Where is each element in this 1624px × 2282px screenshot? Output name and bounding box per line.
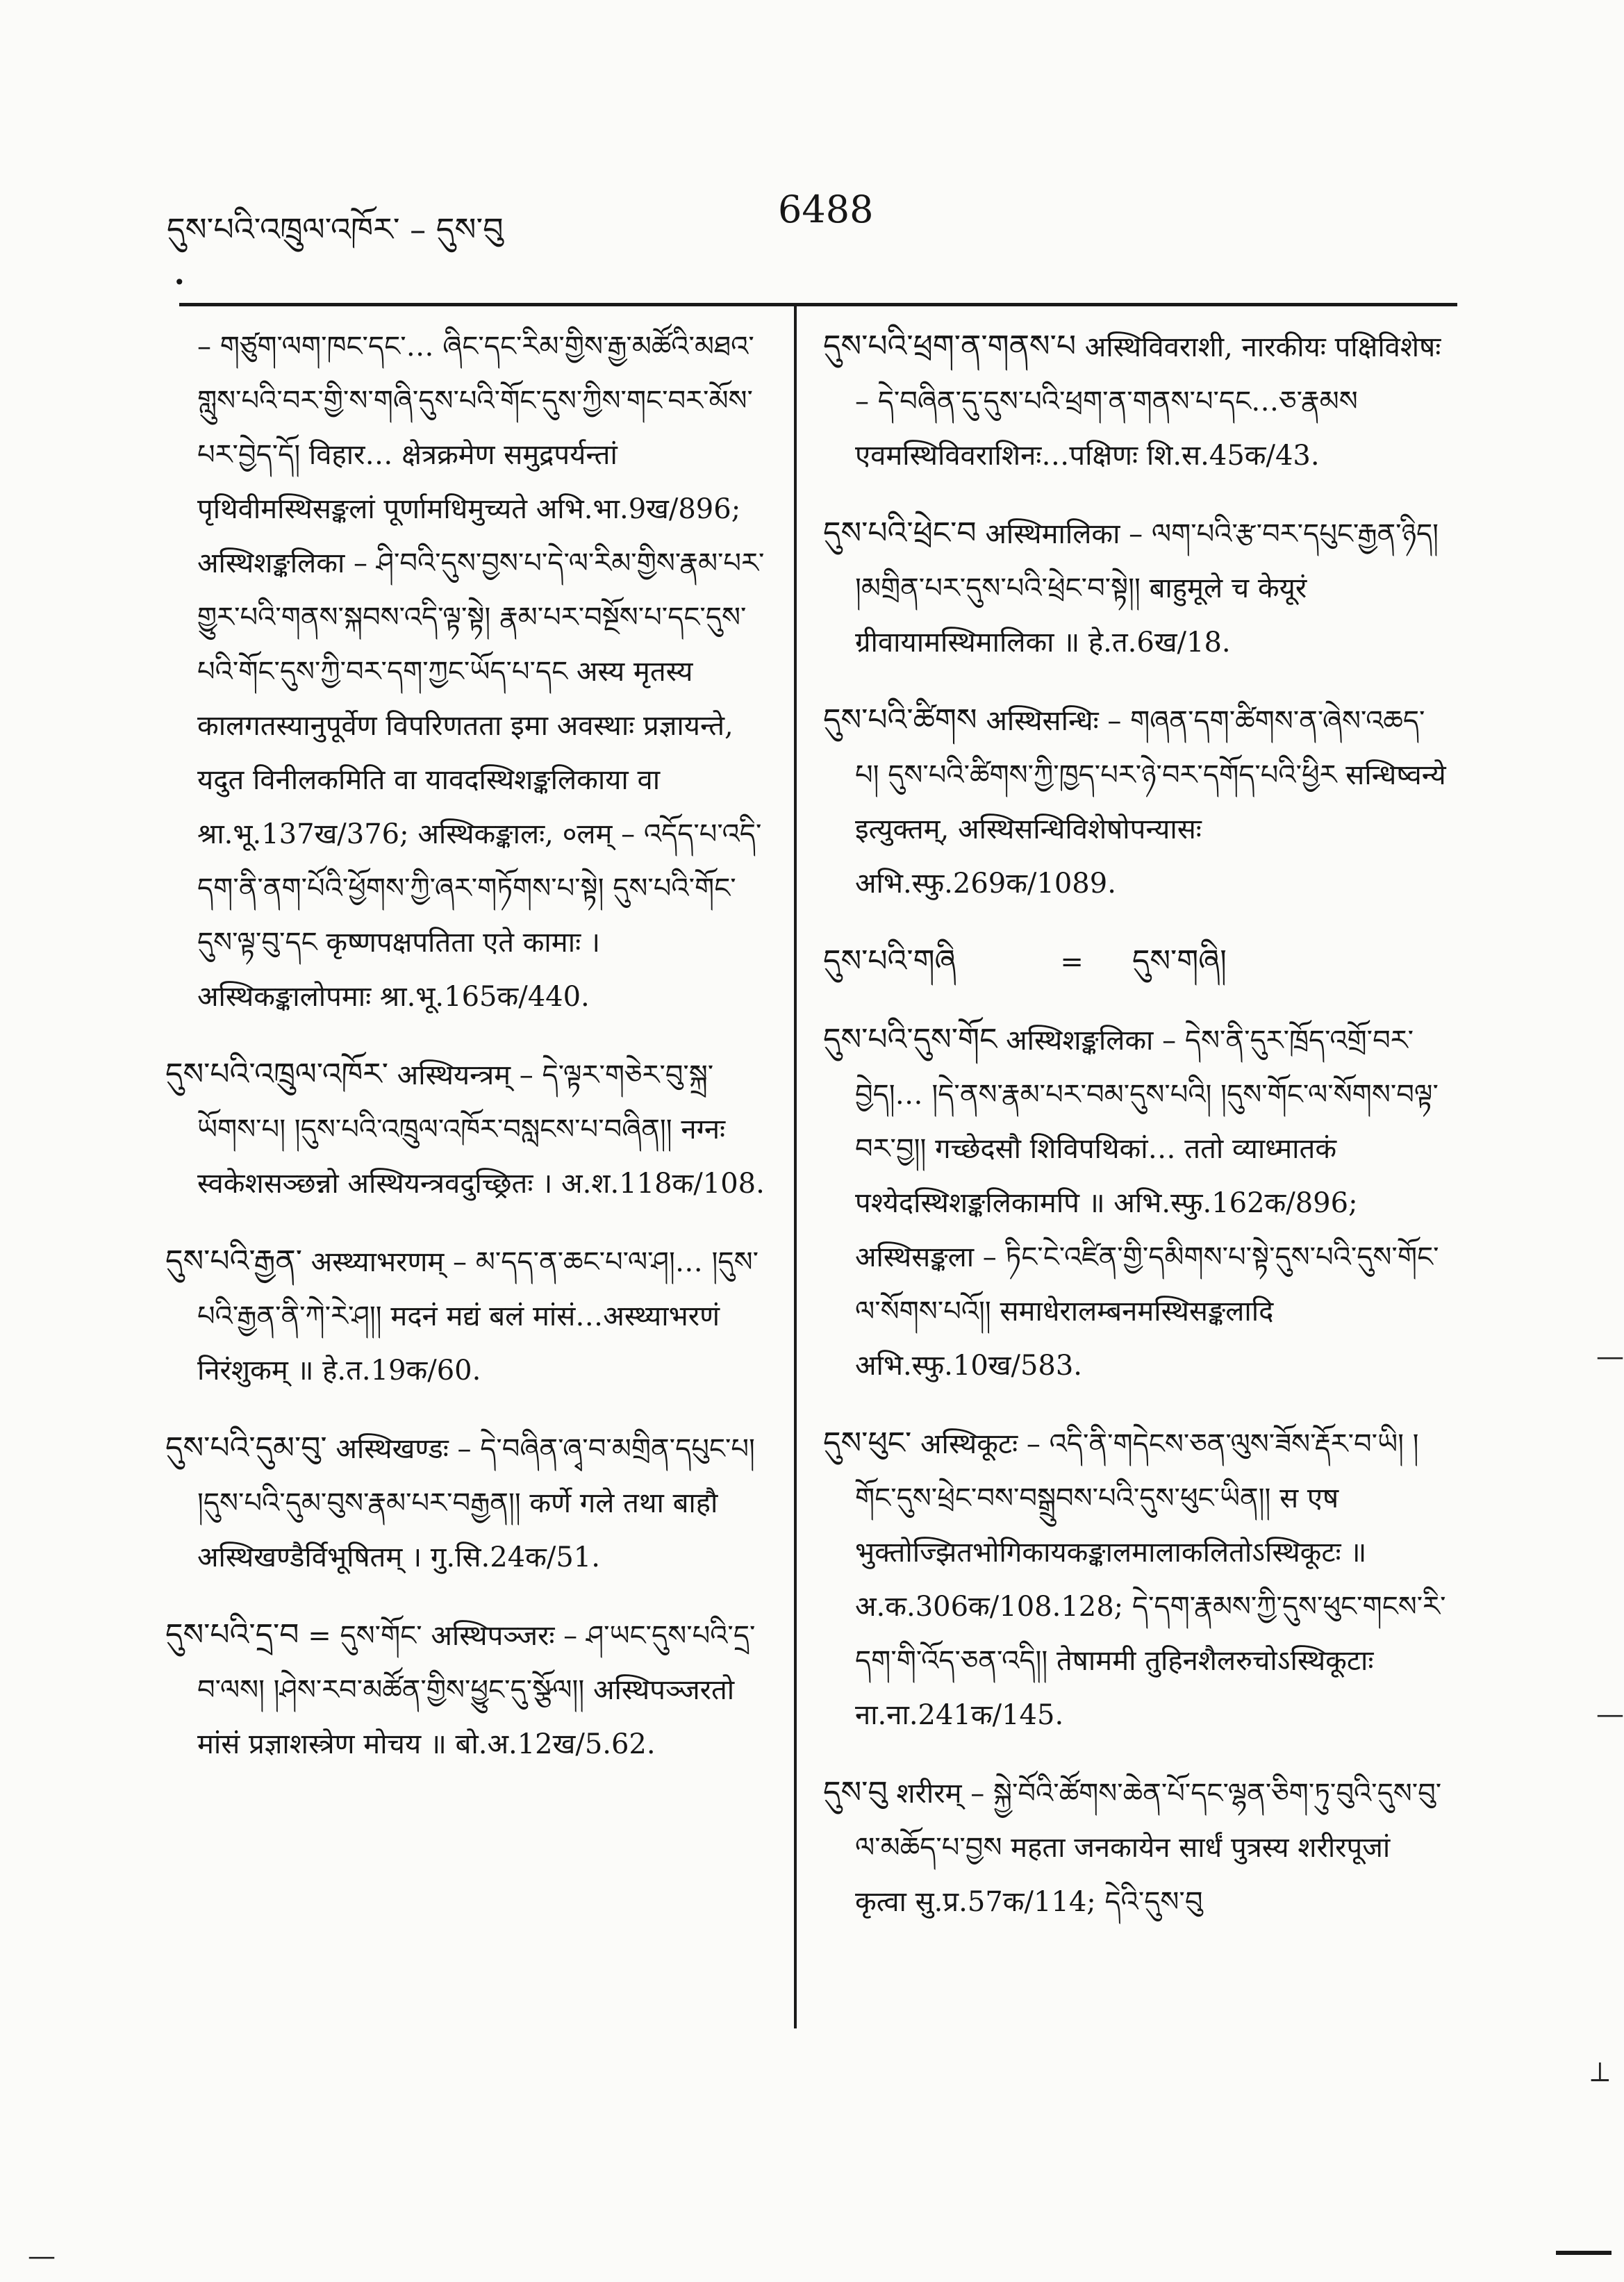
dictionary-entry bbox=[823, 1766, 1448, 1929]
dictionary-entry bbox=[823, 1013, 1448, 1393]
entry-headword: དུས་པའི་དུམ་བུ་ bbox=[165, 1430, 327, 1466]
column-divider bbox=[794, 306, 797, 2028]
dictionary-entry bbox=[165, 1234, 770, 1398]
entry-text: अस्थिखण्डः – དེ་བཞིན་ཞྭ་བ་མགྲིན་དཔུང་པ། །དུས་པའི་དུམ་བུས་རྣམ་པར་བརྒྱན།། कर्णे गले तथा बाहौ अस्थिखण्डैर्विभूषितम् । गु.सि.24क/51. bbox=[197, 1433, 755, 1573]
entry-headword: དུས་པའི་དྲ་བ bbox=[165, 1617, 299, 1653]
entry-text: = དུས་གོང་ अस्थिपञ्जरः – ཤ་ཡང་དུས་པའི་དྲ་བ་ལས། །ཤེས་རབ་མཚོན་གྱིས་ཕྱུང་དུ་སྩོལ།། अस्थिपञ्जरतो मांसं प्रज्ञाशस्त्रेण मोचय ॥ बो.अ.12ख/5.62. bbox=[197, 1620, 756, 1760]
dictionary-entry bbox=[823, 506, 1448, 670]
entry-headword: དུས་པའི་ཕྲེང་བ bbox=[823, 515, 977, 551]
header-dot: • bbox=[174, 271, 185, 294]
entry-text: अस्थिकूटः – འདི་ནི་གདེངས་ཅན་ལུས་ཟོས་རྡོར་བ་ཡི། །གོང་དུས་ཕྲེང་བས་བསྒྲུབས་པའི་དུས་ཕུང་ཡིན།། स एष भुक्तोज्झितभोगिकायकङ्कालमालाकलितोऽस्थिकूटः ॥ अ.क.306क/108.128; དེ་དག་རྣམས་ཀྱི་དུས་ཕུང་གངས་རི་དག་གི་འོད་ཅན་འདི།། तेषाममी तुहिनशैलरुचोऽस्थिकूटाः ना.ना.241क/145. bbox=[855, 1428, 1446, 1731]
entry-text: अस्थिशङ्कलिका – དེས་ནི་དུར་ཁྲོད་འགྲོ་བར་བྱེད།… །དེ་ནས་རྣམ་པར་བམ་དུས་པའི། །དུས་གོང་ལ་སོགས་བལྟ་བར་བྱ།། गच्छेदसौ शिविपथिकां… ततो व्याध्मातकं पश्येदस्थिशङ्कलिकामपि ॥ अभि.स्फु.162क/896; अस्थिसङ्कला – ཏིང་ངེ་འཛིན་གྱི་དམིགས་པ་སྟེ་དུས་པའི་དུས་གོང་ལ་སོགས་པའོ།། समाधेरालम्बनमस्थिसङ्कलादि अभि.स्फु.10ख/583. bbox=[855, 1025, 1439, 1382]
left-column bbox=[165, 320, 770, 1795]
equals-sign: = bbox=[1060, 946, 1084, 978]
cross-reference-target: དུས་གཞི། bbox=[1132, 943, 1227, 979]
scan-artifact bbox=[1556, 2251, 1611, 2255]
entry-text: अस्थ्याभरणम् – མ་དད་ན་ཆང་པ་ལ་ཤ།… །དུས་པའི་རྒྱན་ནི་ཀེ་རེ་ཤ།། मदनं मद्यं बलं मांसं…अस्थ्याभरणं निरंशुकम् ॥ हे.त.19क/60. bbox=[197, 1246, 759, 1387]
margin-mark: — bbox=[1596, 1698, 1624, 1730]
dictionary-entry bbox=[165, 1048, 770, 1211]
entry-text: अस्थियन्त्रम् – དེ་ལྟར་གཅེར་བུ་སྐྲ་ཡོགས་པ། །དུས་པའི་འཁྲུལ་འཁོར་བསླངས་པ་བཞིན།། नग्नः स्वकेशसञ्छन्नो अस्थियन्त्रवदुच्छ्रितः । अ.श.118क/108. bbox=[197, 1059, 765, 1200]
entry-text: – གཙུག་ལག་ཁང་དང་… ཞིང་དང་རིམ་གྱིས་རྒྱ་མཚོའི་མཐའ་གླུས་པའི་བར་གྱི་ས་གཞི་དུས་པའི་གོང་དུས་ཀྱིས་གང་བར་མོས་པར་བྱེད་དོ། विहार… क्षेत्रक्रमेण समुद्रपर्यन्तां पृथिवीमस्थिसङ्कलां पूर्णामधिमुच्यते अभि.भा.9ख/896; अस्थिशङ्कलिका – ཤི་བའི་དུས་བྱས་པ་དེ་ལ་རིམ་གྱིས་རྣམ་པར་གྱུར་པའི་གནས་སྐབས་འདི་ལྟ་སྟེ། རྣམ་པར་བསྔོས་པ་དང་དུས་པའི་གོང་དུས་ཀྱི་བར་དག་ཀྱང་ཡོད་པ་དང अस्य मृतस्य कालगतस्यानुपूर्वेण विपरिणतता इमा अवस्थाः प्रज्ञायन्ते, यदुत विनीलकमिति वा यावदस्थिशङ्कलिकाया वा श्रा.भू.137ख/376; अस्थिकङ्कालः, ०लम् – འདོད་པ་འདི་དག་ནི་ནག་པོའི་ཕྱོགས་ཀྱི་ཞར་གཏོགས་པ་སྟེ། དུས་པའི་གོང་དུས་ལྟ་བུ་དང कृष्णपक्षपतिता एते कामाः । अस्थिकङ्कालोपमाः श्रा.भू.165क/440. bbox=[197, 331, 765, 1013]
entry-headword: དུས་པའི་དུས་གོང bbox=[823, 1022, 997, 1057]
entry-text: अस्थिसन्धिः – གཞན་དག་ཚིགས་ན་ཞེས་འཆད་པ། དུས་པའི་ཚིགས་ཀྱི་ཁྱད་པར་ཉེ་བར་དགོད་པའི་ཕྱིར सन्धिष्वन्ये इत्युक्तम्, अस्थिसन्धिविशेषोपन्यासः अभि.स्फु.269क/1089. bbox=[855, 705, 1446, 900]
entry-headword: དུས་པའི་འཁྲུལ་འཁོར་ bbox=[165, 1057, 388, 1092]
dictionary-entry bbox=[823, 320, 1448, 483]
entry-headword: དུས་པའི་ཕྲག་ན་གནས་པ bbox=[823, 329, 1077, 364]
dictionary-entry bbox=[165, 1421, 770, 1585]
entry-headword: དུས་པའི་རྒྱན་ bbox=[165, 1243, 302, 1279]
dictionary-entry bbox=[165, 320, 770, 1024]
cross-reference-entry bbox=[823, 934, 1448, 989]
dictionary-entry bbox=[823, 693, 1448, 911]
margin-mark: — bbox=[28, 2240, 56, 2272]
dictionary-entry bbox=[165, 1608, 770, 1771]
entry-headword: དུས་པའི་ཚིགས bbox=[823, 702, 977, 738]
entry-text: अस्थिविवराशी, नारकीयः पक्षिविशेषः – དེ་བཞིན་དུ་དུས་པའི་ཕྲག་ན་གནས་པ་དང…ཅ་རྣམས एवमस्थिविवराशिनः…पक्षिणः शि.स.45क/43. bbox=[855, 331, 1441, 472]
page-header bbox=[167, 188, 1459, 250]
entry-headword: དུས་ཕུང་ bbox=[823, 1425, 912, 1461]
entry-headword: དུས་པའི་གཞི bbox=[823, 943, 956, 979]
entry-text: शरीरम् – སྐྱེ་བོའི་ཚོགས་ཆེན་པོ་དང་ལྷན་ཅིག་ཏུ་བུའི་དུས་བུ་ལ་མཆོད་པ་བྱས महता जनकायेन सार्धं पुत्रस्य शरीरपूजां कृत्वा सु.प्र.57क/114; དེའི་དུས་བུ bbox=[855, 1778, 1442, 1918]
right-column bbox=[823, 320, 1448, 1953]
entry-text: अस्थिमालिका – ལག་པའི་རྩ་བར་དཔུང་རྒྱན་ཉིད། །མགྲིན་པར་དུས་པའི་ཕྲེང་བ་སྟེ།། बाहुमूले च केयूरं ग्रीवायामस्थिमालिका ॥ हे.त.6ख/18. bbox=[855, 518, 1439, 659]
margin-mark: ⟂ bbox=[1591, 2056, 1609, 2088]
margin-mark: — bbox=[1596, 1341, 1624, 1373]
running-head: དུས་པའི་འཁྲུལ་འཁོར་ – དུས་བུ bbox=[167, 210, 504, 248]
entry-headword: དུས་བུ bbox=[823, 1775, 888, 1810]
page-number: 6488 bbox=[778, 188, 874, 231]
dictionary-entry bbox=[823, 1416, 1448, 1742]
header-rule bbox=[179, 303, 1457, 306]
